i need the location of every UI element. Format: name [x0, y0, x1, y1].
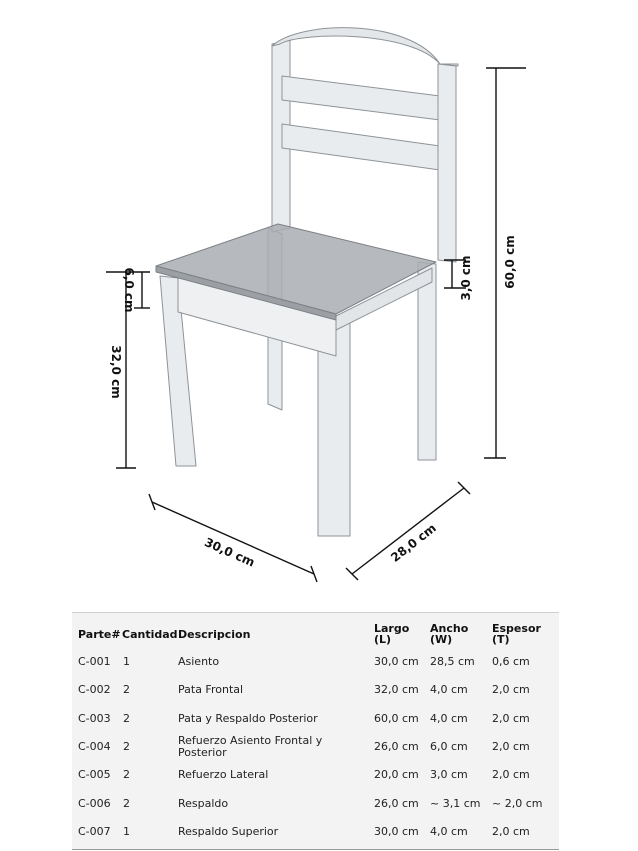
depth-dimension-line [346, 482, 470, 580]
back-slat-upper [282, 76, 440, 120]
table-cell-length: 60,0 cm [374, 712, 419, 725]
table-cell-width: 6,0 cm [430, 740, 468, 753]
table-cell-width: 4,0 cm [430, 683, 468, 696]
table-cell-length: 26,0 cm [374, 797, 419, 810]
col-header-qty: Cantidad [122, 628, 178, 641]
col-header-thickness [492, 623, 541, 645]
table-cell-desc: Refuerzo Lateral [178, 768, 269, 781]
col-header-length [374, 623, 409, 645]
table-cell-length: 20,0 cm [374, 768, 419, 781]
col-header-thickness-label: Espesor [492, 622, 541, 635]
table-cell-part: C-003 [78, 712, 111, 725]
table-cell-qty: 2 [123, 740, 130, 753]
col-header-width-label: Ancho [430, 622, 469, 635]
table-cell-desc: Respaldo Superior [178, 825, 279, 838]
col-header-length-unit: (L) [374, 633, 392, 646]
seat-apron-label: 6,0 cm [122, 267, 136, 313]
table-cell-width: 4,0 cm [430, 712, 468, 725]
side-rail-label: 3,0 cm [459, 255, 473, 301]
table-cell-thickness: ~ 2,0 cm [492, 797, 543, 810]
table-cell-qty: 2 [123, 768, 130, 781]
table-cell-thickness: 2,0 cm [492, 683, 530, 696]
col-header-desc: Descripcion [178, 628, 251, 641]
table-cell-length: 32,0 cm [374, 683, 419, 696]
table-cell-length: 30,0 cm [374, 655, 419, 668]
table-cell-desc: Pata y Respaldo Posterior [178, 712, 318, 725]
col-header-thickness-unit: (T) [492, 633, 510, 646]
table-cell-thickness: 2,0 cm [492, 768, 530, 781]
table-cell-part: C-006 [78, 797, 111, 810]
table-cell-qty: 2 [123, 797, 130, 810]
seat-height-label: 32,0 cm [109, 345, 123, 399]
width-label: 30,0 cm [202, 535, 257, 570]
table-cell-qty: 2 [123, 712, 130, 725]
table-cell-width: 3,0 cm [430, 768, 468, 781]
col-header-part: Parte# [78, 628, 121, 641]
table-cell-qty: 1 [123, 655, 130, 668]
top-back-rail [272, 28, 458, 66]
table-cell-length: 26,0 cm [374, 740, 419, 753]
depth-label: 28,0 cm [388, 520, 439, 565]
table-cell-desc: Pata Frontal [178, 683, 244, 696]
width-dimension-line [149, 494, 317, 582]
table-cell-part: C-005 [78, 768, 111, 781]
table-cell-qty: 1 [123, 825, 130, 838]
table-cell-width: 4,0 cm [430, 825, 468, 838]
total-height-label: 60,0 cm [503, 235, 517, 289]
table-cell-thickness: 0,6 cm [492, 655, 530, 668]
table-cell-thickness: 2,0 cm [492, 712, 530, 725]
table-cell-part: C-004 [78, 740, 111, 753]
table-cell-width: 28,5 cm [430, 655, 475, 668]
table-cell-desc: Refuerzo Asiento Frontal y Posterior [178, 734, 323, 759]
col-header-width-unit: (W) [430, 633, 453, 646]
table-cell-width: ~ 3,1 cm [430, 797, 481, 810]
table-cell-qty: 2 [123, 683, 130, 696]
table-cell-thickness: 2,0 cm [492, 825, 530, 838]
table-cell-part: C-007 [78, 825, 111, 838]
col-header-length-label: Largo [374, 622, 410, 635]
table-cell-part: C-002 [78, 683, 111, 696]
table-cell-part: C-001 [78, 655, 111, 668]
table-cell-desc: Asiento [178, 655, 220, 668]
table-cell-thickness: 2,0 cm [492, 740, 530, 753]
parts-table [72, 612, 559, 850]
col-header-width [430, 623, 468, 645]
table-cell-length: 30,0 cm [374, 825, 419, 838]
table-cell-desc: Respaldo [178, 797, 229, 810]
back-slat-lower [282, 124, 440, 170]
